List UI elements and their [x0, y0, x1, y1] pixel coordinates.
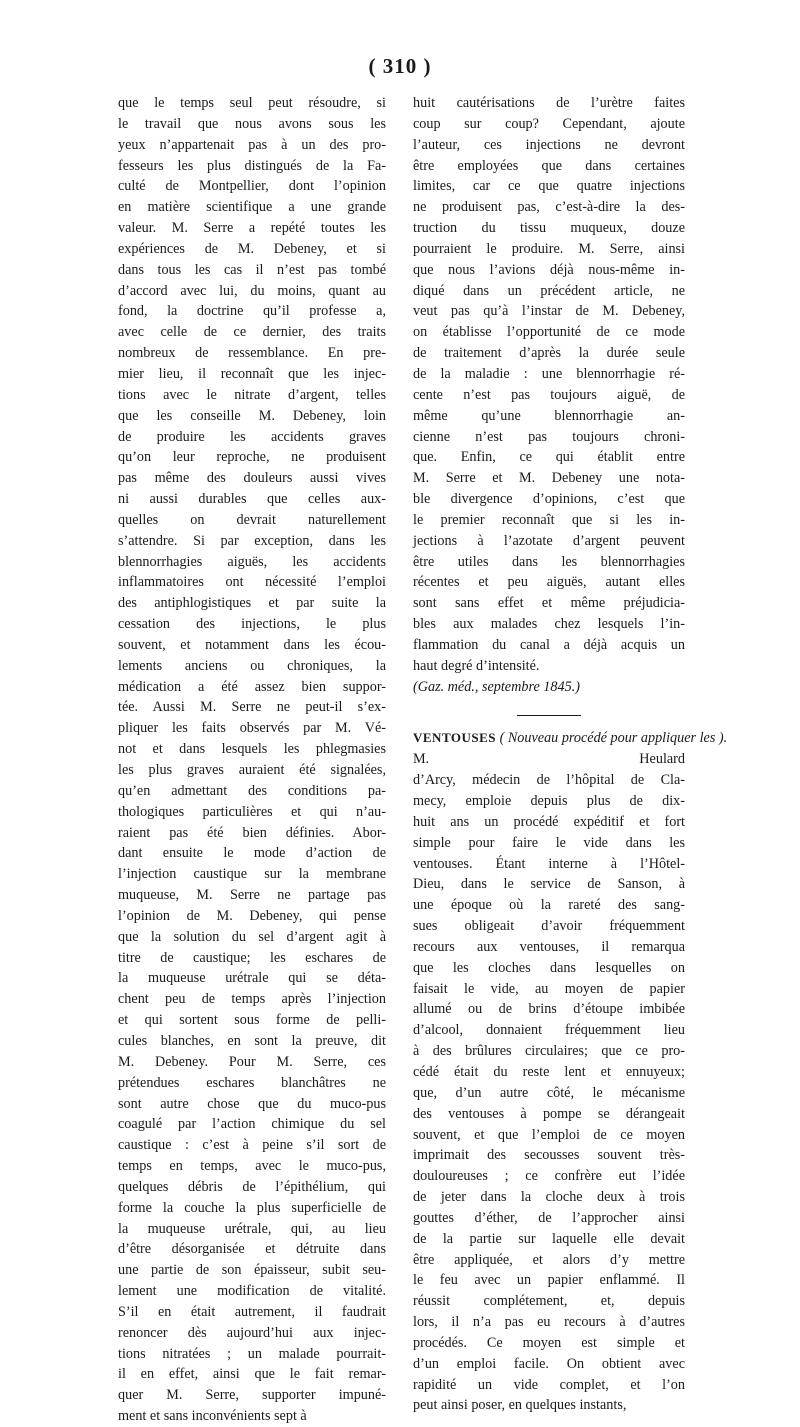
text-line: ble divergence d’opinions, c’est que	[413, 491, 685, 508]
text-line: fesseurs les plus distingués de la Fa-	[118, 157, 386, 174]
section-heading-line	[413, 728, 728, 749]
text-line: truction du tissu muqueux, douze	[413, 220, 685, 237]
text-line: jections à l’azotate d’argent peuvent	[413, 532, 685, 549]
text-line: lement une modification de vitalité.	[118, 1283, 386, 1300]
text-line: dans tous les cas il n’est pas tombé	[118, 261, 386, 278]
text-line: que les cloches dans lesquelles on	[413, 959, 685, 976]
text-line: souvent, et que l’emploi de ce moyen	[413, 1126, 685, 1143]
text-line: le premier reconnaît que si les in-	[413, 511, 685, 528]
text-line: lors, il n’a pas eu recours à d’autres	[413, 1314, 685, 1331]
ventouses-article	[413, 749, 685, 1416]
text-line: ventouses. Étant interne à l’Hôtel-	[413, 855, 685, 872]
text-line: l’opinion de M. Debeney, qui pense	[118, 907, 386, 924]
text-line: allumé ou de brins d’étoupe imbibée	[413, 1001, 685, 1018]
text-line: de produire les accidents graves	[118, 428, 386, 445]
text-line: être employées que dans certaines	[413, 157, 685, 174]
text-line: expériences de M. Debeney, et si	[118, 240, 386, 257]
text-line: Dieu, dans le service de Sanson, à	[413, 876, 685, 893]
text-line: procédés. Ce moyen est simple et	[413, 1334, 685, 1351]
text-line: huit cautérisations de l’urètre faites	[413, 95, 685, 111]
text-line: cente n’est pas toujours aiguë, de	[413, 386, 685, 403]
text-line: yeux n’appartenait pas à un des pro-	[118, 136, 386, 153]
text-line: rapidité un vide complet, et l’on	[413, 1376, 685, 1393]
text-line: cienne n’est pas toujours chroni-	[413, 428, 685, 445]
text-line: diqué dans un précédent article, ne	[413, 282, 685, 299]
text-line: tions avec le nitrate d’argent, telles	[118, 386, 386, 403]
text-line: être appliquée, et alors d’y mettre	[413, 1251, 685, 1268]
citation: (Gaz. méd., septembre 1845.)	[413, 678, 580, 695]
text-line: mecy, emploie depuis plus de dix-	[413, 793, 685, 809]
text-line: tée. Aussi M. Serre ne peut-il s’ex-	[118, 699, 386, 716]
text-line: le feu avec un papier enflammé. Il	[413, 1272, 685, 1289]
text-line: en matière scientifique a une grande	[118, 199, 386, 216]
text-line: blennorrhagies aiguës, les accidents	[118, 553, 386, 570]
text-line: médication a été assez bien suppor-	[118, 678, 386, 695]
text-line: ne produisent pas, c’est-à-dire la des-	[413, 199, 685, 216]
text-line: d’alcool, donnaient fréquemment lieu	[413, 1022, 685, 1039]
text-line: cédé était du reste lent et ennuyeux;	[413, 1063, 685, 1080]
text-line: sont autre chose que du muco-pus	[118, 1095, 386, 1112]
text-line: temps en temps, avec le muco-pus,	[118, 1158, 386, 1175]
text-line: de traitement d’après la durée seule	[413, 345, 685, 362]
text-line: culté de Montpellier, dont l’opinion	[118, 178, 386, 195]
text-line: huit ans un procédé expéditif et fort	[413, 813, 685, 830]
text-line: cessation des injections, le plus	[118, 616, 386, 633]
text-line: et qui sortent sous forme de pelli-	[118, 1012, 386, 1029]
text-line: mier lieu, il reconnaît que les injec-	[118, 365, 386, 382]
text-line: le travail que nous avons sous les	[118, 115, 386, 132]
text-line: gouttes d’éther, de l’approcher ainsi	[413, 1209, 685, 1226]
text-line: être utiles dans les blennorrhagies	[413, 553, 685, 570]
text-line: forme la couche la plus superficielle de	[118, 1199, 386, 1216]
section-subheading: ( Nouveau procédé pour appliquer les ).	[499, 730, 728, 747]
text-line: que la solution du sel d’argent agit à	[118, 928, 386, 945]
text-line: raient pas été bien définies. Abor-	[118, 824, 386, 841]
text-line: pliquer les faits observés par M. Vé-	[118, 720, 386, 737]
text-line: réussit complétement, et, depuis	[413, 1293, 685, 1310]
text-line: de la maladie : une blennorrhagie ré-	[413, 365, 685, 382]
text-line: d’accord avec lui, du moins, quant au	[118, 282, 386, 299]
text-line: l’auteur, ces injections ne devront	[413, 136, 685, 153]
text-line: fond, la doctrine qu’il professe a,	[118, 303, 386, 320]
text-line: quelques débris de l’épithélium, qui	[118, 1178, 386, 1195]
text-line: que les conseille M. Debeney, loin	[118, 407, 386, 424]
text-line: quelles on devrait naturellement	[118, 511, 386, 528]
text-line: souvent, et notamment dans les écou-	[118, 636, 386, 653]
text-line: chent peu de temps après l’injection	[118, 991, 386, 1008]
text-line: d’Arcy, médecin de l’hôpital de Cla-	[413, 772, 685, 789]
text-line: M. Serre et M. Debeney une nota-	[413, 470, 685, 487]
text-line: cules blanches, en sont la preuve, dit	[118, 1032, 386, 1049]
right-column	[413, 93, 728, 1416]
text-line: d’être désorganisée et détruite dans	[118, 1241, 386, 1258]
text-line: des ventouses à pompe se dérangeait	[413, 1105, 685, 1122]
text-line: renoncer dès aujourd’hui aux injec-	[118, 1324, 386, 1341]
text-line: valeur. M. Serre a repété toutes les	[118, 220, 386, 237]
text-line: récentes et peu aiguës, autant elles	[413, 574, 685, 591]
text-line: qu’en admettant des conditions pa-	[118, 782, 386, 799]
text-line: sont sans effet et même préjudicia-	[413, 595, 685, 612]
text-line: S’il en était autrement, il faudrait	[118, 1303, 386, 1320]
page-number: ( 310 )	[368, 54, 432, 78]
section-heading: VENTOUSES	[413, 730, 497, 746]
text-line: muqueuse, M. Serre ne partage pas	[118, 887, 386, 904]
text-line: de la partie sur laquelle elle devait	[413, 1230, 685, 1247]
text-line: même qu’une blennorrhagie an-	[413, 407, 685, 424]
text-line: inflammatoires ont nécessité l’emploi	[118, 574, 386, 591]
text-line: la muqueuse urétrale qui se déta-	[118, 970, 386, 987]
text-line: thologiques particulières et qui n’au-	[118, 803, 386, 820]
text-line: flammation du canal a déjà acquis un	[413, 636, 685, 653]
text-line: que, d’un autre côté, le mécanisme	[413, 1084, 685, 1101]
text-line: que le temps seul peut résoudre, si	[118, 95, 386, 111]
text-line: pourraient le produire. M. Serre, ainsi	[413, 240, 685, 257]
left-column	[118, 93, 386, 1427]
text-line: que. Enfin, ce qui établit entre	[413, 449, 685, 466]
text-line: coup sur coup? Cependant, ajoute	[413, 115, 685, 132]
text-line: bles aux malades chez lesquels l’in-	[413, 616, 685, 633]
text-line: simple pour faire le vide dans les	[413, 834, 685, 851]
text-line: prétendues eschares blanchâtres ne	[118, 1074, 386, 1091]
text-line: s’attendre. Si par exception, dans les	[118, 532, 386, 549]
text-line: une époque où la rareté des sang-	[413, 897, 685, 914]
text-line: la muqueuse urétrale, qui, au lieu	[118, 1220, 386, 1237]
text-line: ni aussi durables que celles aux-	[118, 491, 386, 508]
text-line: dant ensuite le mode d’action de	[118, 845, 386, 862]
text-line: tions nitratées ; un malade pourrait-	[118, 1345, 386, 1362]
text-line: qu’on leur reproche, ne produisent	[118, 449, 386, 466]
text-line: des antiphlogistiques et par suite la	[118, 595, 386, 612]
text-line: de jeter dans la cloche deux à trois	[413, 1189, 685, 1206]
text-line: il en effet, ainsi que le fait remar-	[118, 1366, 386, 1383]
text-line: que nous l’avions déjà nous-même in-	[413, 261, 685, 278]
text-line: douloureuses ; ce confrère eut l’idée	[413, 1168, 685, 1185]
text-line: limites, car ce que quatre injections	[413, 178, 685, 195]
text-line: recours aux ventouses, il remarqua	[413, 938, 685, 955]
text-line: d’un emploi facile. On obtient avec	[413, 1355, 685, 1372]
text-line: veut pas qu’à l’instar de M. Debeney,	[413, 303, 685, 320]
text-line: M. Heulard	[413, 751, 685, 768]
text-line: nombreux de ressemblance. En pre-	[118, 345, 386, 362]
article-continuation	[413, 93, 685, 677]
text-line: sues obligeait d’avoir fréquemment	[413, 918, 685, 935]
text-line: caustique : c’est à peine s’il sort de	[118, 1137, 386, 1154]
text-line: avec celle de ce dernier, des traits	[118, 324, 386, 341]
text-line: lements anciens ou chroniques, la	[118, 657, 386, 674]
text-line: imprimait des secousses souvent très-	[413, 1147, 685, 1164]
text-line: peut ainsi poser, en quelques instants,	[413, 1397, 627, 1414]
text-line: pas même des douleurs aussi vives	[118, 470, 386, 487]
text-line: not et dans lesquels les phlegmasies	[118, 741, 386, 758]
text-line: ment et sans inconvénients sept à	[118, 1408, 307, 1425]
text-line: coagulé par l’action chimique du sel	[118, 1116, 386, 1133]
text-line: on établisse l’opportunité de ce mode	[413, 324, 685, 341]
text-line: quer M. Serre, supporter impuné-	[118, 1387, 386, 1404]
text-line: à des brûlures circulaires; que ce pro-	[413, 1043, 685, 1060]
text-line: une partie de son épaisseur, subit seu-	[118, 1262, 386, 1279]
text-line: l’injection caustique sur la membrane	[118, 866, 386, 883]
text-line: haut degré d’intensité.	[413, 657, 540, 674]
text-line: titre de caustique; les eschares de	[118, 949, 386, 966]
text-line: faisait le vide, au moyen de papier	[413, 980, 685, 997]
text-line: les plus graves auraient été signalées,	[118, 762, 386, 778]
text-line: M. Debeney. Pour M. Serre, ces	[118, 1053, 386, 1070]
